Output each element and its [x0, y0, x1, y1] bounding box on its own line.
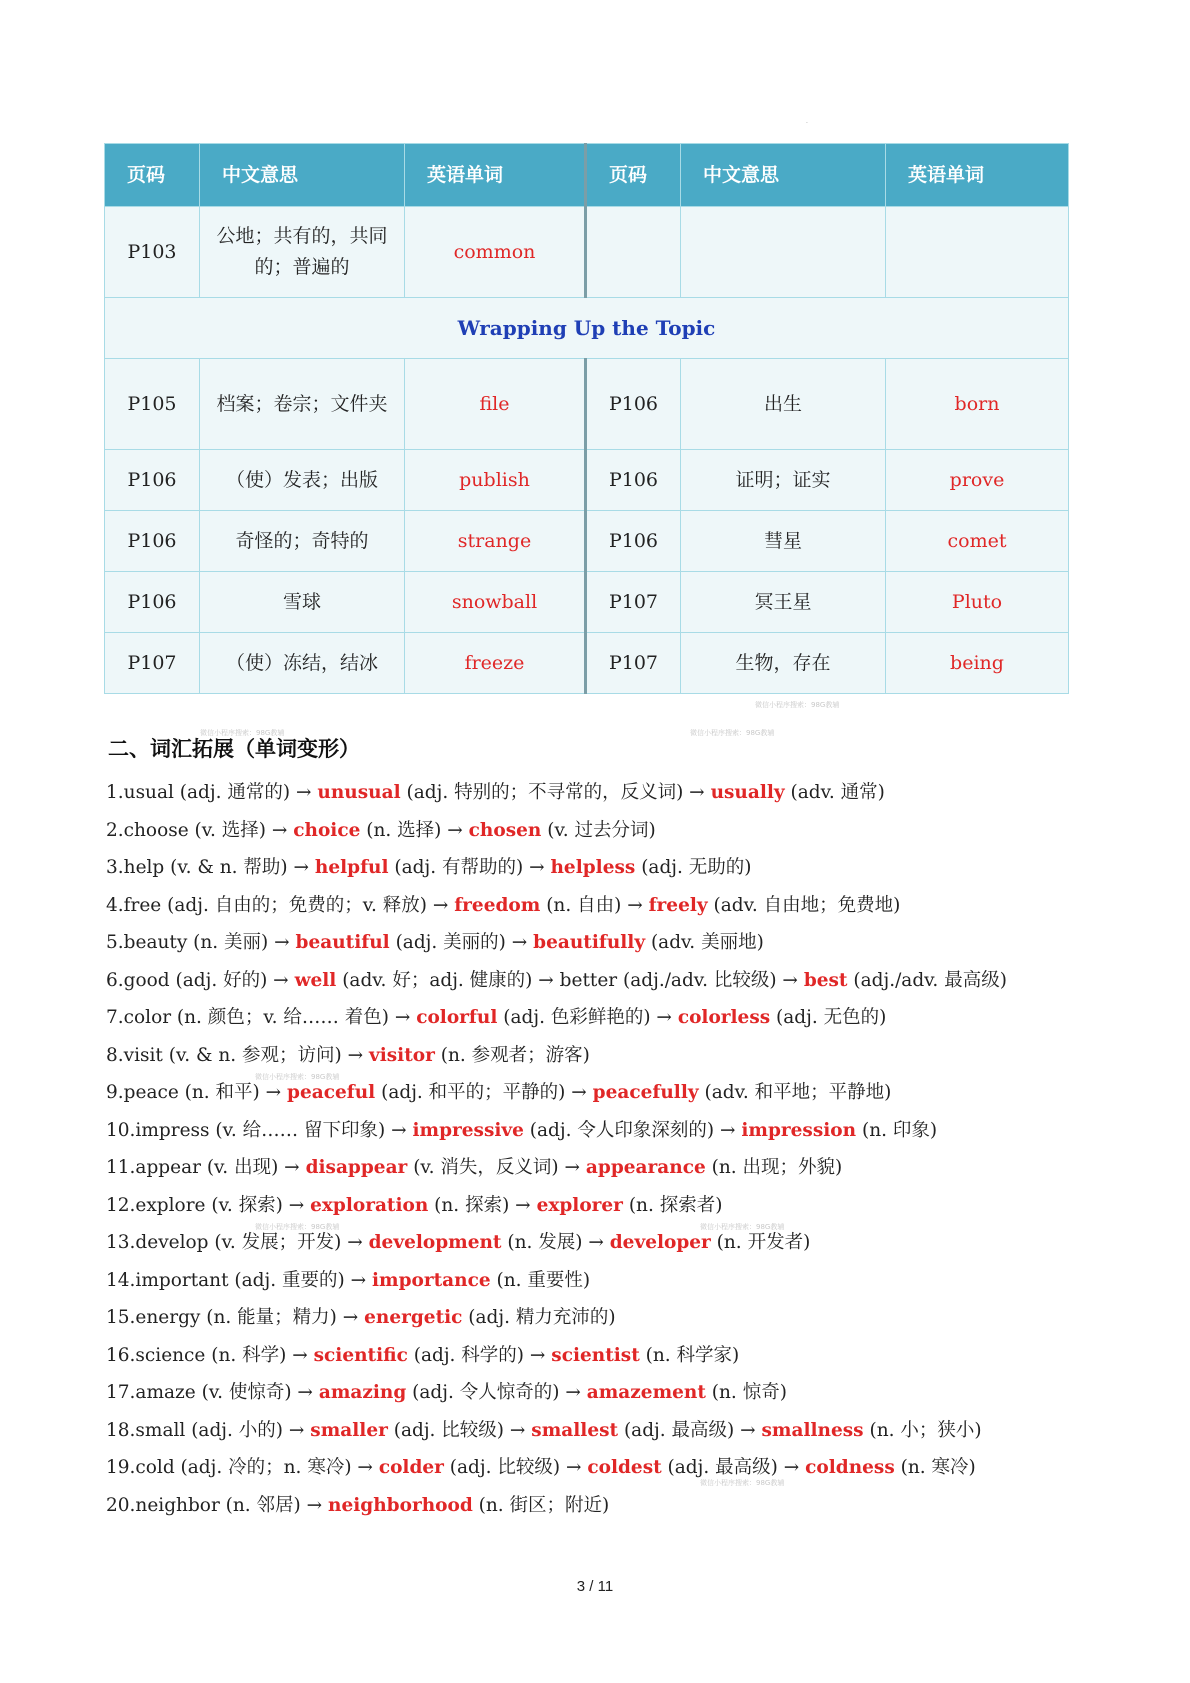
line-text: 12.explore (v. 探索) → [106, 1194, 311, 1216]
chinese-cell: 奇怪的；奇特的 [200, 511, 405, 572]
derived-word: choice [293, 819, 361, 841]
derived-word: beautiful [295, 932, 390, 953]
line-text: (adj. 比较级) → [443, 1457, 588, 1478]
line-text: (v. 过去分词) [541, 819, 656, 841]
stray-mark: · [806, 120, 808, 127]
empty-cell [586, 207, 681, 298]
chinese-cell: 档案；卷宗；文件夹 [200, 359, 405, 450]
page-cell: P106 [105, 572, 200, 633]
line-text: (n. 探索者) [622, 1194, 723, 1216]
line-text: (adj. 美丽的) → [389, 932, 534, 953]
derived-word: colorful [416, 1007, 498, 1028]
line-text: (adj. 比较级) → [387, 1419, 532, 1441]
table-row [105, 450, 1069, 511]
derived-word: smallness [761, 1419, 864, 1441]
empty-cell [886, 207, 1069, 298]
line-text: (adj. 科学的) → [407, 1344, 552, 1366]
derived-word: helpless [550, 857, 636, 878]
derived-word: freedom [454, 894, 541, 916]
line-text: 13.develop (v. 发展；开发) → [106, 1232, 369, 1253]
line-text: (n. 开发者) [710, 1232, 811, 1253]
header-chinese: 中文意思 [681, 144, 886, 207]
line-text: 10.impress (v. 给…… 留下印象) → [106, 1119, 413, 1141]
derived-word: amazing [318, 1382, 407, 1403]
list-item [106, 1153, 1066, 1191]
line-text: (n. 寒冷) [894, 1457, 976, 1478]
line-text: (n. 出现；外貌) [705, 1157, 843, 1178]
english-cell: publish [405, 450, 586, 511]
english-cell: common [405, 207, 586, 298]
derived-word: developer [609, 1232, 711, 1253]
empty-cell [681, 207, 886, 298]
list-item [106, 1303, 1066, 1341]
derived-word: exploration [310, 1194, 429, 1216]
derived-word: scientific [313, 1344, 408, 1366]
list-item [106, 1003, 1066, 1041]
table-row [105, 511, 1069, 572]
page-cell: P107 [586, 633, 681, 694]
chinese-cell: 公地；共有的，共同的；普遍的 [200, 207, 405, 298]
line-text: (adj. 和平的；平静的) → [375, 1082, 593, 1103]
derived-word: best [803, 969, 848, 991]
derived-word: impressive [412, 1119, 524, 1141]
english-cell: born [886, 359, 1069, 450]
derived-word: impression [741, 1119, 857, 1141]
line-text: (n. 自由) → [540, 894, 649, 916]
line-text: 8.visit (v. & n. 参观；访问) → [106, 1044, 369, 1066]
derived-word: coldest [587, 1457, 662, 1478]
english-cell: strange [405, 511, 586, 572]
list-item [106, 1341, 1066, 1379]
list-item [106, 1228, 1066, 1266]
header-english: 英语单词 [405, 144, 586, 207]
chinese-cell: 雪球 [200, 572, 405, 633]
derived-word: beautifully [533, 932, 646, 953]
page-cell: P106 [586, 450, 681, 511]
english-cell: Pluto [886, 572, 1069, 633]
line-text: 16.science (n. 科学) → [106, 1344, 314, 1366]
list-item [106, 1078, 1066, 1116]
line-text: 15.energy (n. 能量；精力) → [106, 1307, 365, 1328]
header-english: 英语单词 [886, 144, 1069, 207]
list-item [106, 816, 1066, 854]
line-text: (n. 选择) → [360, 819, 469, 841]
line-text: (adj. 令人惊奇的) → [406, 1382, 587, 1403]
line-text: (adv. 自由地；免费地) [707, 894, 901, 916]
page-cell: P106 [105, 450, 200, 511]
word-forms-list [106, 778, 1066, 1528]
page-cell: P106 [586, 359, 681, 450]
line-text: 7.color (n. 颜色；v. 给…… 着色) → [106, 1007, 417, 1028]
watermark: 微信小程序搜索：98G教辅 [255, 1073, 340, 1081]
watermark: 微信小程序搜索：98G教辅 [690, 729, 775, 737]
derived-word: smaller [310, 1419, 388, 1441]
line-text: 1.usual (adj. 通常的) → [106, 782, 318, 803]
watermark: 微信小程序搜索：98G教辅 [700, 1223, 785, 1231]
derived-word: smallest [531, 1419, 619, 1441]
list-item [106, 1116, 1066, 1154]
line-text: (n. 小；狭小) [863, 1419, 982, 1441]
header-page: 页码 [586, 144, 681, 207]
english-cell: comet [886, 511, 1069, 572]
line-text: 19.cold (adj. 冷的；n. 寒冷) → [106, 1457, 379, 1478]
line-text: 11.appear (v. 出现) → [106, 1157, 306, 1178]
chinese-cell: 证明；证实 [681, 450, 886, 511]
list-item [106, 966, 1066, 1004]
derived-word: energetic [364, 1307, 463, 1328]
derived-word: scientist [551, 1344, 640, 1366]
list-item [106, 1416, 1066, 1454]
line-text: (n. 发展) → [501, 1232, 610, 1253]
watermark: 微信小程序搜索：98G教辅 [200, 729, 285, 737]
line-text: (adv. 美丽地) [645, 932, 764, 953]
table-row [105, 359, 1069, 450]
derived-word: unusual [317, 782, 401, 803]
line-text: (adv. 和平地；平静地) [698, 1082, 892, 1103]
line-text: (adv. 通常) [784, 782, 885, 803]
vocabulary-table [104, 143, 1069, 694]
line-text: (adj. 无助的) [635, 857, 752, 878]
table-row [105, 633, 1069, 694]
english-cell: being [886, 633, 1069, 694]
chinese-cell: （使）发表；出版 [200, 450, 405, 511]
line-text: (adj. 最高级) → [618, 1419, 762, 1441]
page-cell: P106 [586, 511, 681, 572]
line-text: (n. 印象) [856, 1119, 938, 1141]
line-text: 4.free (adj. 自由的；免费的；v. 释放) → [106, 894, 455, 916]
english-cell: prove [886, 450, 1069, 511]
line-text: (adj. 最高级) → [661, 1457, 806, 1478]
chinese-cell: 生物，存在 [681, 633, 886, 694]
derived-word: visitor [368, 1044, 435, 1066]
line-text: (adj. 无色的) [770, 1007, 887, 1028]
derived-word: helpful [314, 857, 389, 878]
derived-word: development [368, 1232, 502, 1253]
line-text: (adj./adv. 最高级) [847, 969, 1007, 991]
line-text: (n. 探索) → [428, 1194, 537, 1216]
list-item [106, 1491, 1066, 1529]
derived-word: peacefully [592, 1082, 699, 1103]
derived-word: usually [710, 782, 785, 803]
derived-word: chosen [468, 819, 542, 841]
line-text: (adj. 色彩鲜艳的) → [497, 1007, 678, 1028]
table-row [105, 572, 1069, 633]
header-page: 页码 [105, 144, 200, 207]
page-cell: P103 [105, 207, 200, 298]
line-text: (adv. 好；adj. 健康的) → better (adj./adv. 比较级) → [336, 969, 804, 991]
chinese-cell: 彗星 [681, 511, 886, 572]
derived-word: colder [378, 1457, 444, 1478]
header-chinese: 中文意思 [200, 144, 405, 207]
table-header-row [105, 144, 1069, 207]
chinese-cell: （使）冻结，结冰 [200, 633, 405, 694]
line-text: 9.peace (n. 和平) → [106, 1082, 288, 1103]
derived-word: colorless [677, 1007, 771, 1028]
page-cell: P107 [105, 633, 200, 694]
line-text: (n. 科学家) [639, 1344, 740, 1366]
derived-word: peaceful [287, 1082, 376, 1103]
section-row [105, 298, 1069, 359]
list-item [106, 778, 1066, 816]
list-item [106, 1453, 1066, 1491]
line-text: 2.choose (v. 选择) → [106, 819, 294, 841]
line-text: (n. 重要性) [490, 1269, 591, 1291]
derived-word: importance [371, 1269, 491, 1291]
derived-word: neighborhood [328, 1494, 473, 1516]
chinese-cell: 出生 [681, 359, 886, 450]
derived-word: coldness [805, 1457, 895, 1478]
line-text: 18.small (adj. 小的) → [106, 1419, 311, 1441]
line-text: 17.amaze (v. 使惊奇) → [106, 1382, 319, 1403]
table-row [105, 207, 1069, 298]
english-cell: file [405, 359, 586, 450]
list-item [106, 891, 1066, 929]
line-text: (n. 街区；附近) [472, 1494, 610, 1516]
line-text: (v. 消失，反义词) → [407, 1157, 586, 1178]
page-cell: P105 [105, 359, 200, 450]
list-item [106, 853, 1066, 891]
line-text: (adj. 令人印象深刻的) → [523, 1119, 742, 1141]
line-text: 20.neighbor (n. 邻居) → [106, 1494, 329, 1516]
derived-word: disappear [305, 1157, 408, 1178]
line-text: (n. 参观者；游客) [434, 1044, 590, 1066]
page-cell: P107 [586, 572, 681, 633]
derived-word: freely [648, 894, 708, 916]
line-text: 3.help (v. & n. 帮助) → [106, 857, 315, 878]
page-cell: P106 [105, 511, 200, 572]
list-item [106, 1041, 1066, 1079]
english-cell: snowball [405, 572, 586, 633]
list-item [106, 1378, 1066, 1416]
line-text: (n. 惊奇) [705, 1382, 787, 1403]
list-item [106, 928, 1066, 966]
page-number: 3 / 11 [576, 1578, 614, 1595]
list-item [106, 1191, 1066, 1229]
english-cell: freeze [405, 633, 586, 694]
watermark: 微信小程序搜索：98G教辅 [255, 1223, 340, 1231]
derived-word: appearance [585, 1157, 706, 1178]
line-text: (adj. 特别的；不寻常的，反义词) → [400, 782, 711, 803]
section-title: Wrapping Up the Topic [105, 298, 1069, 359]
line-text: 14.important (adj. 重要的) → [106, 1269, 372, 1291]
derived-word: amazement [586, 1382, 706, 1403]
derived-word: explorer [536, 1194, 623, 1216]
list-item [106, 1266, 1066, 1304]
derived-word: well [294, 969, 337, 991]
chinese-cell: 冥王星 [681, 572, 886, 633]
line-text: 5.beauty (n. 美丽) → [106, 932, 296, 953]
line-text: 6.good (adj. 好的) → [106, 969, 295, 991]
watermark: 微信小程序搜索：98G教辅 [755, 701, 840, 709]
line-text: (adj. 有帮助的) → [388, 857, 551, 878]
watermark: 微信小程序搜索：98G教辅 [700, 1479, 785, 1487]
line-text: (adj. 精力充沛的) [462, 1307, 616, 1328]
section2-title: 二、词汇拓展（单词变形） [108, 737, 360, 761]
